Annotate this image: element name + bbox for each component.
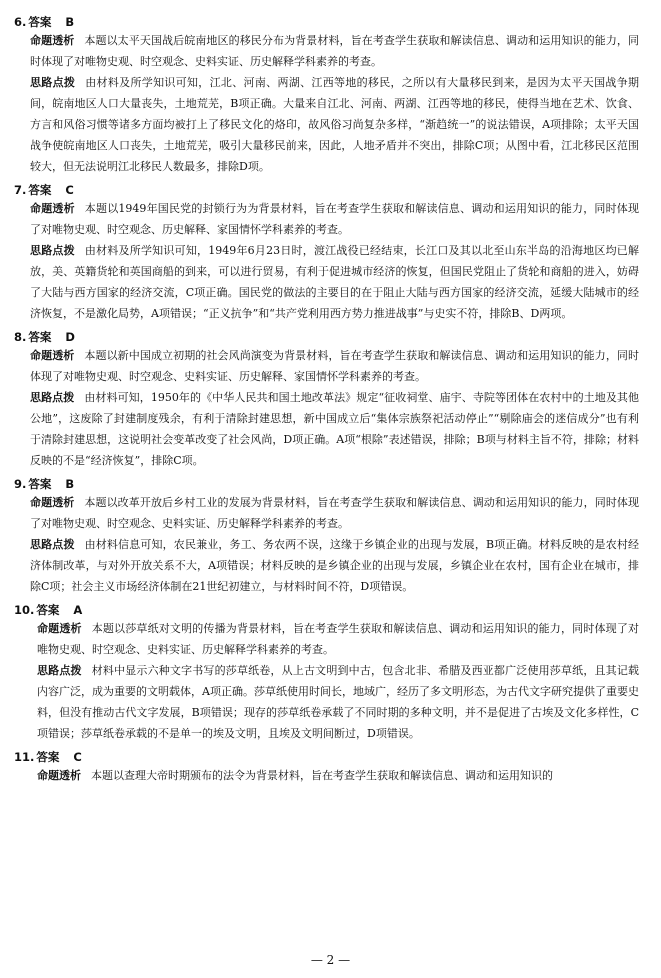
hint-label: 思路点拨	[37, 664, 82, 677]
answer-label: 答案	[28, 183, 52, 197]
question-6	[14, 14, 639, 177]
question-number: 9.	[14, 477, 27, 491]
analysis-paragraph	[14, 765, 639, 786]
analysis-paragraph	[14, 618, 639, 660]
answer-label: 答案	[28, 477, 52, 491]
question-6-header	[14, 14, 639, 30]
analysis-paragraph	[14, 30, 639, 72]
analysis-paragraph	[14, 492, 639, 534]
question-9-header	[14, 476, 639, 492]
question-9	[14, 476, 639, 597]
answer-value: B	[65, 15, 75, 29]
analysis-label: 命题透析	[30, 349, 75, 362]
hint-text: 由材料可知，1950年的《中华人民共和国土地改革法》规定“征收祠堂、庙宇、寺院等团体在农村中的土地及其他公地”，这废除了封建制度残余，有利于清除封建思想，新中国成立后“集体宗族祭祀活动停止”“剔除庙会的迷信成分”也有利于清除封建思想，这说明社会变革改变了社会风尚，D项正确。A项“根除”表述错误，排除；B项与材料主旨不符，排除；材料反映的不是“经济恢复”，排除C项。	[30, 391, 639, 467]
analysis-text: 本题以改革开放后乡村工业的发展为背景材料，旨在考查学生获取和解读信息、调动和运用知识的能力，同时体现了对唯物史观、时空观念、史料实证、历史解释学科素养的考查。	[30, 496, 640, 530]
question-11-header	[14, 749, 639, 765]
answer-label: 答案	[36, 750, 60, 764]
analysis-paragraph	[14, 198, 639, 240]
hint-text: 材料中显示六种文字书写的莎草纸卷，从上古文明到中古，包含北非、希腊及西亚都广泛使用莎草纸，且其记载内容广泛，成为重要的文明载体，A项正确。莎草纸使用时间长，地域广，经历了多文明形态，为古代文字研究提供了重要史料，但没有推动古代文字发展，B项错误；现存的莎草纸卷承载了不同时期的多种文明，并不是促进了古埃及文化多样性，C项错误；莎草纸卷承载的不是单一的埃及文明，且埃及文明间断过，D项错误。	[37, 664, 640, 740]
question-number: 8.	[14, 330, 27, 344]
question-7	[14, 182, 639, 324]
analysis-label: 命题透析	[30, 34, 75, 47]
answer-label: 答案	[28, 330, 52, 344]
question-number: 7.	[14, 183, 27, 197]
hint-label: 思路点拨	[30, 76, 76, 89]
analysis-paragraph	[14, 345, 639, 387]
answer-label: 答案	[28, 15, 52, 29]
hint-paragraph	[14, 387, 639, 471]
question-number: 6.	[14, 15, 27, 29]
hint-label: 思路点拨	[30, 538, 75, 551]
hint-text: 由材料信息可知，农民兼业，务工、务农两不误，这缘于乡镇企业的出现与发展，B项正确。材料反映的是农村经济体制改革，与对外开放关系不大，A项错误；材料反映的是乡镇企业的出现与发展，乡镇企业在农村，国有企业在城市，排除C项；社会主义市场经济体制在21世纪初建立，与材料时间不符，D项错误。	[30, 538, 639, 593]
question-10	[14, 602, 639, 744]
page-number: — 2 —	[310, 953, 351, 967]
hint-paragraph	[14, 72, 639, 177]
hint-text: 由材料及所学知识可知，1949年6月23日时，渡江战役已经结束，长江口及其以北至山东半岛的沿海地区均已解放，美、英籍货轮和英国商船的到来，可以进行贸易，有利于促进城市经济的恢复，但国民党阻止了货轮和商船的进入，妨碍了大陆与西方国家的经济交流，C项正确。国民党的做法的主要目的在于阻止大陆与西方国家的经济交流，延缓大陆城市的经济恢复，不是激化局势，A项错误；“正义抗争”和“共产党利用西方势力推进战事”与史实不符，排除B、D两项。	[30, 244, 639, 320]
question-number: 11.	[14, 750, 35, 764]
question-8-header	[14, 329, 639, 345]
question-7-header	[14, 182, 639, 198]
answer-label: 答案	[36, 603, 60, 617]
analysis-label: 命题透析	[37, 622, 82, 635]
analysis-text: 本题以查理大帝时期颁布的法令为背景材料，旨在考查学生获取和解读信息、调动和运用知识的	[91, 769, 553, 782]
analysis-label: 命题透析	[37, 769, 81, 782]
analysis-text: 本题以1949年国民党的封锁行为为背景材料，旨在考查学生获取和解读信息、调动和运用知识的能力，同时体现了对唯物史观、时空观念、历史解释、家国情怀学科素养的考查。	[30, 202, 640, 236]
analysis-text: 本题以太平天国战后皖南地区的移民分布为背景材料，旨在考查学生获取和解读信息、调动和运用知识的能力，同时体现了对唯物史观、时空观念、史料实证、历史解释学科素养的考查。	[30, 34, 640, 68]
analysis-text: 本题以莎草纸对文明的传播为背景材料，旨在考查学生获取和解读信息、调动和运用知识的能力，同时体现了对唯物史观、时空观念、史料实证、历史解释学科素养的考查。	[37, 622, 640, 656]
answer-value: C	[73, 750, 82, 764]
hint-text: 由材料及所学知识可知，江北、河南、两湖、江西等地的移民，之所以有大量移民到来，是因为太平天国战争期间，皖南地区人口大量丧失，土地荒芜，B项正确。大量来自江北、河南、两湖、江西等地的移民，使得当地在艺术、饮食、方言和风俗习惯等诸多方面均被打上了移民文化的烙印，故风俗习尚复杂多样，“渐趋统一”的说法错误，A项排除；太平天国战争使皖南地区人口丧失，土地荒芜，吸引大量移民前来，因此，人地矛盾并不突出，排除C项；从图中看，江北移民区范围较大，但无法说明江北移民人数最多，排除D项。	[30, 76, 639, 173]
analysis-label: 命题透析	[30, 202, 75, 215]
question-10-header	[14, 602, 639, 618]
answer-value: D	[65, 330, 75, 344]
hint-paragraph	[14, 534, 639, 597]
analysis-text: 本题以新中国成立初期的社会风尚演变为背景材料，旨在考查学生获取和解读信息、调动和运用知识的能力，同时体现了对唯物史观、时空观念、史料实证、历史解释、家国情怀学科素养的考查。	[30, 349, 640, 383]
answer-value: A	[73, 603, 83, 617]
question-number: 10.	[14, 603, 35, 617]
question-8	[14, 329, 639, 471]
hint-label: 思路点拨	[30, 244, 75, 257]
hint-paragraph	[14, 240, 639, 324]
question-11	[14, 749, 639, 786]
hint-label: 思路点拨	[30, 391, 75, 404]
answer-value: B	[65, 477, 75, 491]
answer-value: C	[65, 183, 74, 197]
analysis-label: 命题透析	[30, 496, 75, 509]
hint-paragraph	[14, 660, 639, 744]
